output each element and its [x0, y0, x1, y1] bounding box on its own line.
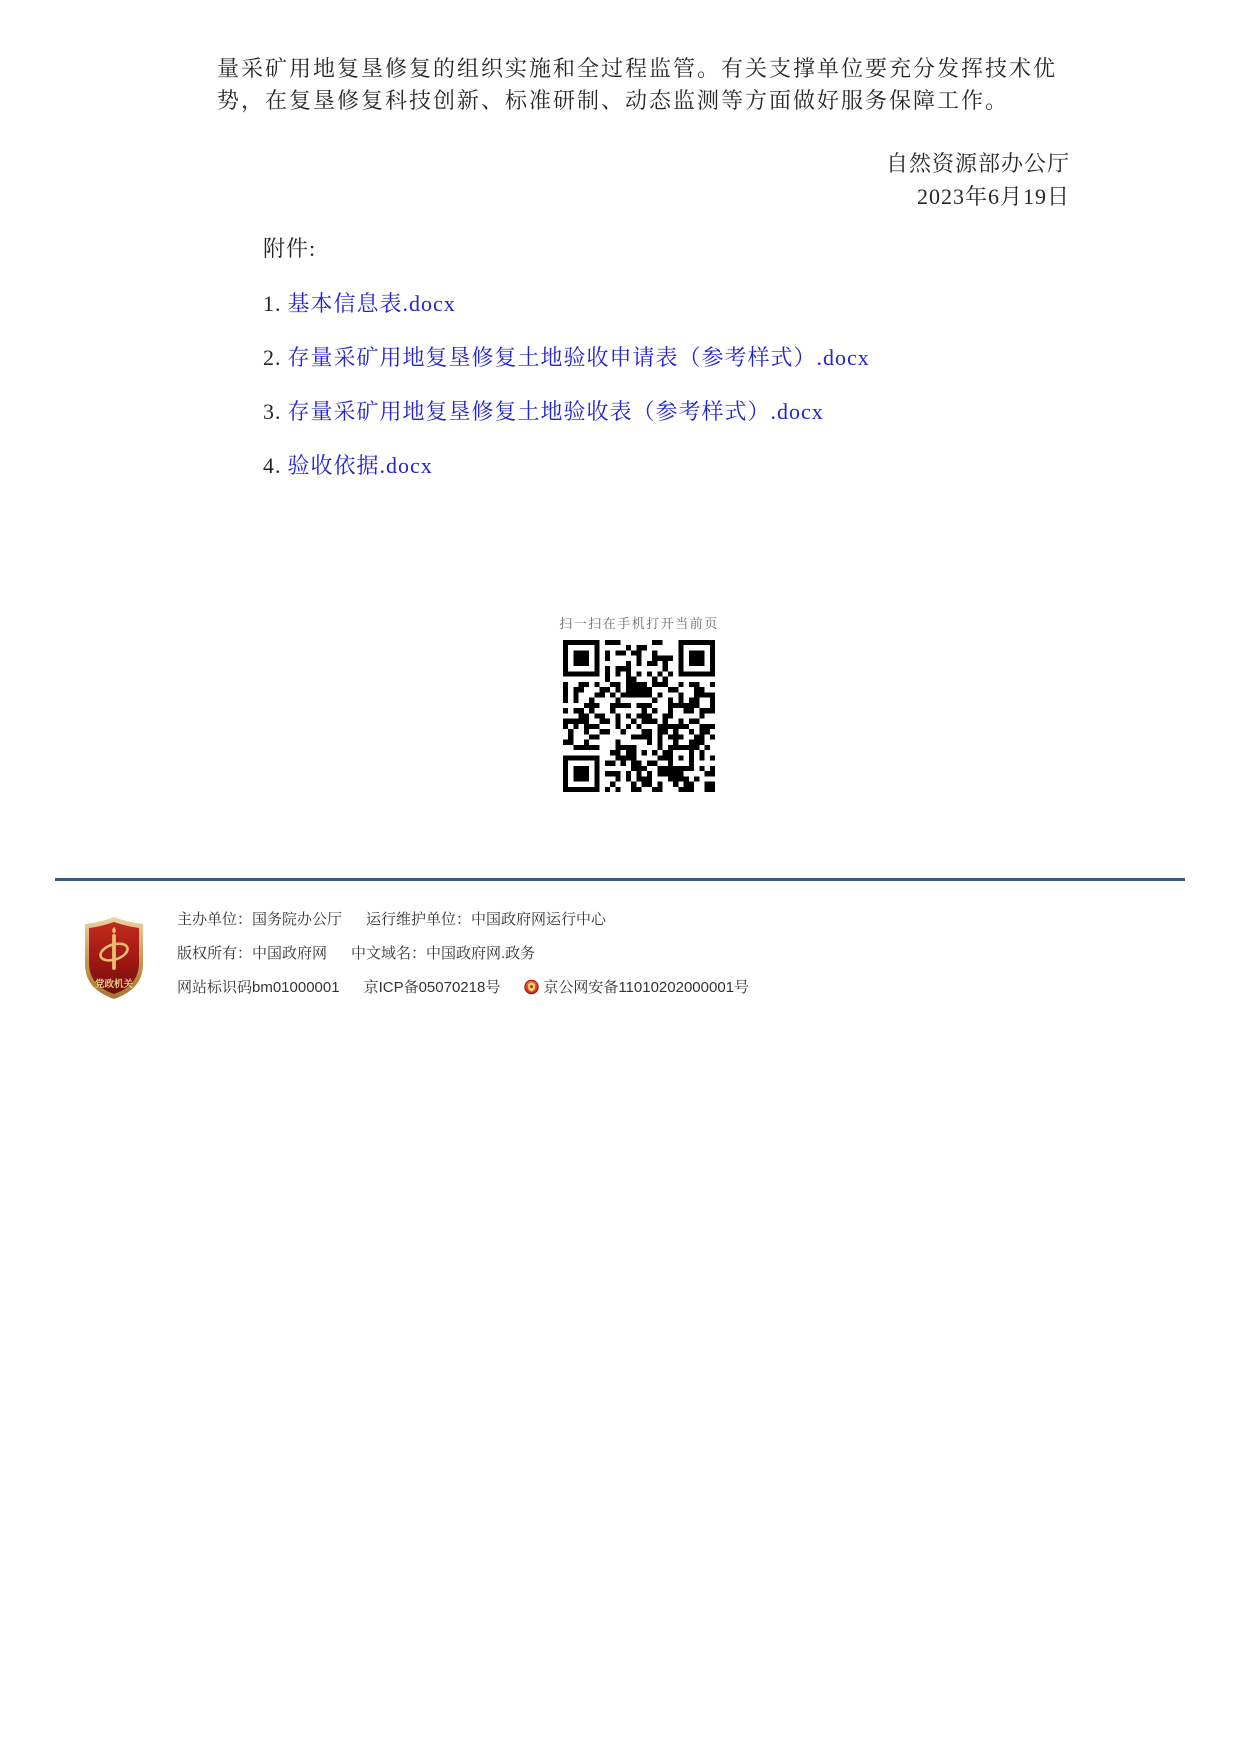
badge-label: 党政机关 [94, 979, 134, 990]
attachment-row [263, 396, 870, 428]
attachment-link[interactable]: 基本信息表.docx [287, 291, 456, 316]
qr-caption: 扫一扫在手机打开当前页 [559, 616, 719, 631]
qr-code-icon [563, 640, 715, 792]
footer-copyright: 版权所有：中国政府网 [177, 945, 328, 962]
attachment-row [263, 450, 870, 482]
footer-divider [55, 878, 1185, 881]
attachments-label: 附件: [263, 236, 317, 261]
signature-date: 2023年6月19日 [916, 184, 1070, 209]
footer-line-3 [177, 978, 749, 1001]
icp-license-link[interactable]: 京ICP备05070218号 [363, 979, 501, 996]
footer-organizer: 主办单位：国务院办公厅 [177, 911, 343, 928]
attachment-link[interactable]: 验收依据.docx [287, 453, 433, 478]
body-paragraph: 量采矿用地复垦修复的组织实施和全过程监管。有关支撑单位要充分发挥技术优势，在复垦修复科技创新、标准研制、动态监测等方面做好服务保障工作。 [217, 56, 1058, 113]
footer-line-1 [177, 910, 749, 930]
footer-site-code: 网站标识码bm01000001 [177, 979, 340, 996]
attachment-link[interactable]: 存量采矿用地复垦修复土地验收表（参考样式）.docx [287, 399, 824, 424]
public-security-badge-icon [524, 979, 539, 1001]
psb-record-link[interactable]: 京公网安备11010202000001号 [543, 979, 750, 996]
footer-domain: 中文域名：中国政府网.政务 [351, 945, 536, 962]
footer-lines [177, 910, 749, 1015]
attachment-number: 4. [263, 453, 282, 478]
footer-line-2 [177, 944, 749, 964]
attachment-link[interactable]: 存量采矿用地复垦修复土地验收申请表（参考样式）.docx [287, 345, 870, 370]
party-gov-badge-icon[interactable] [83, 916, 145, 1000]
qr-section [527, 616, 751, 792]
footer-maintainer: 运行维护单位：中国政府网运行中心 [366, 911, 607, 928]
attachment-row [263, 288, 870, 320]
attachments-list [263, 288, 870, 504]
signature-block [886, 147, 1070, 213]
attachment-number: 3. [263, 399, 282, 424]
attachment-number: 1. [263, 291, 282, 316]
attachment-row [263, 342, 870, 374]
signature-org: 自然资源部办公厅 [885, 151, 1070, 176]
attachment-number: 2. [263, 345, 282, 370]
